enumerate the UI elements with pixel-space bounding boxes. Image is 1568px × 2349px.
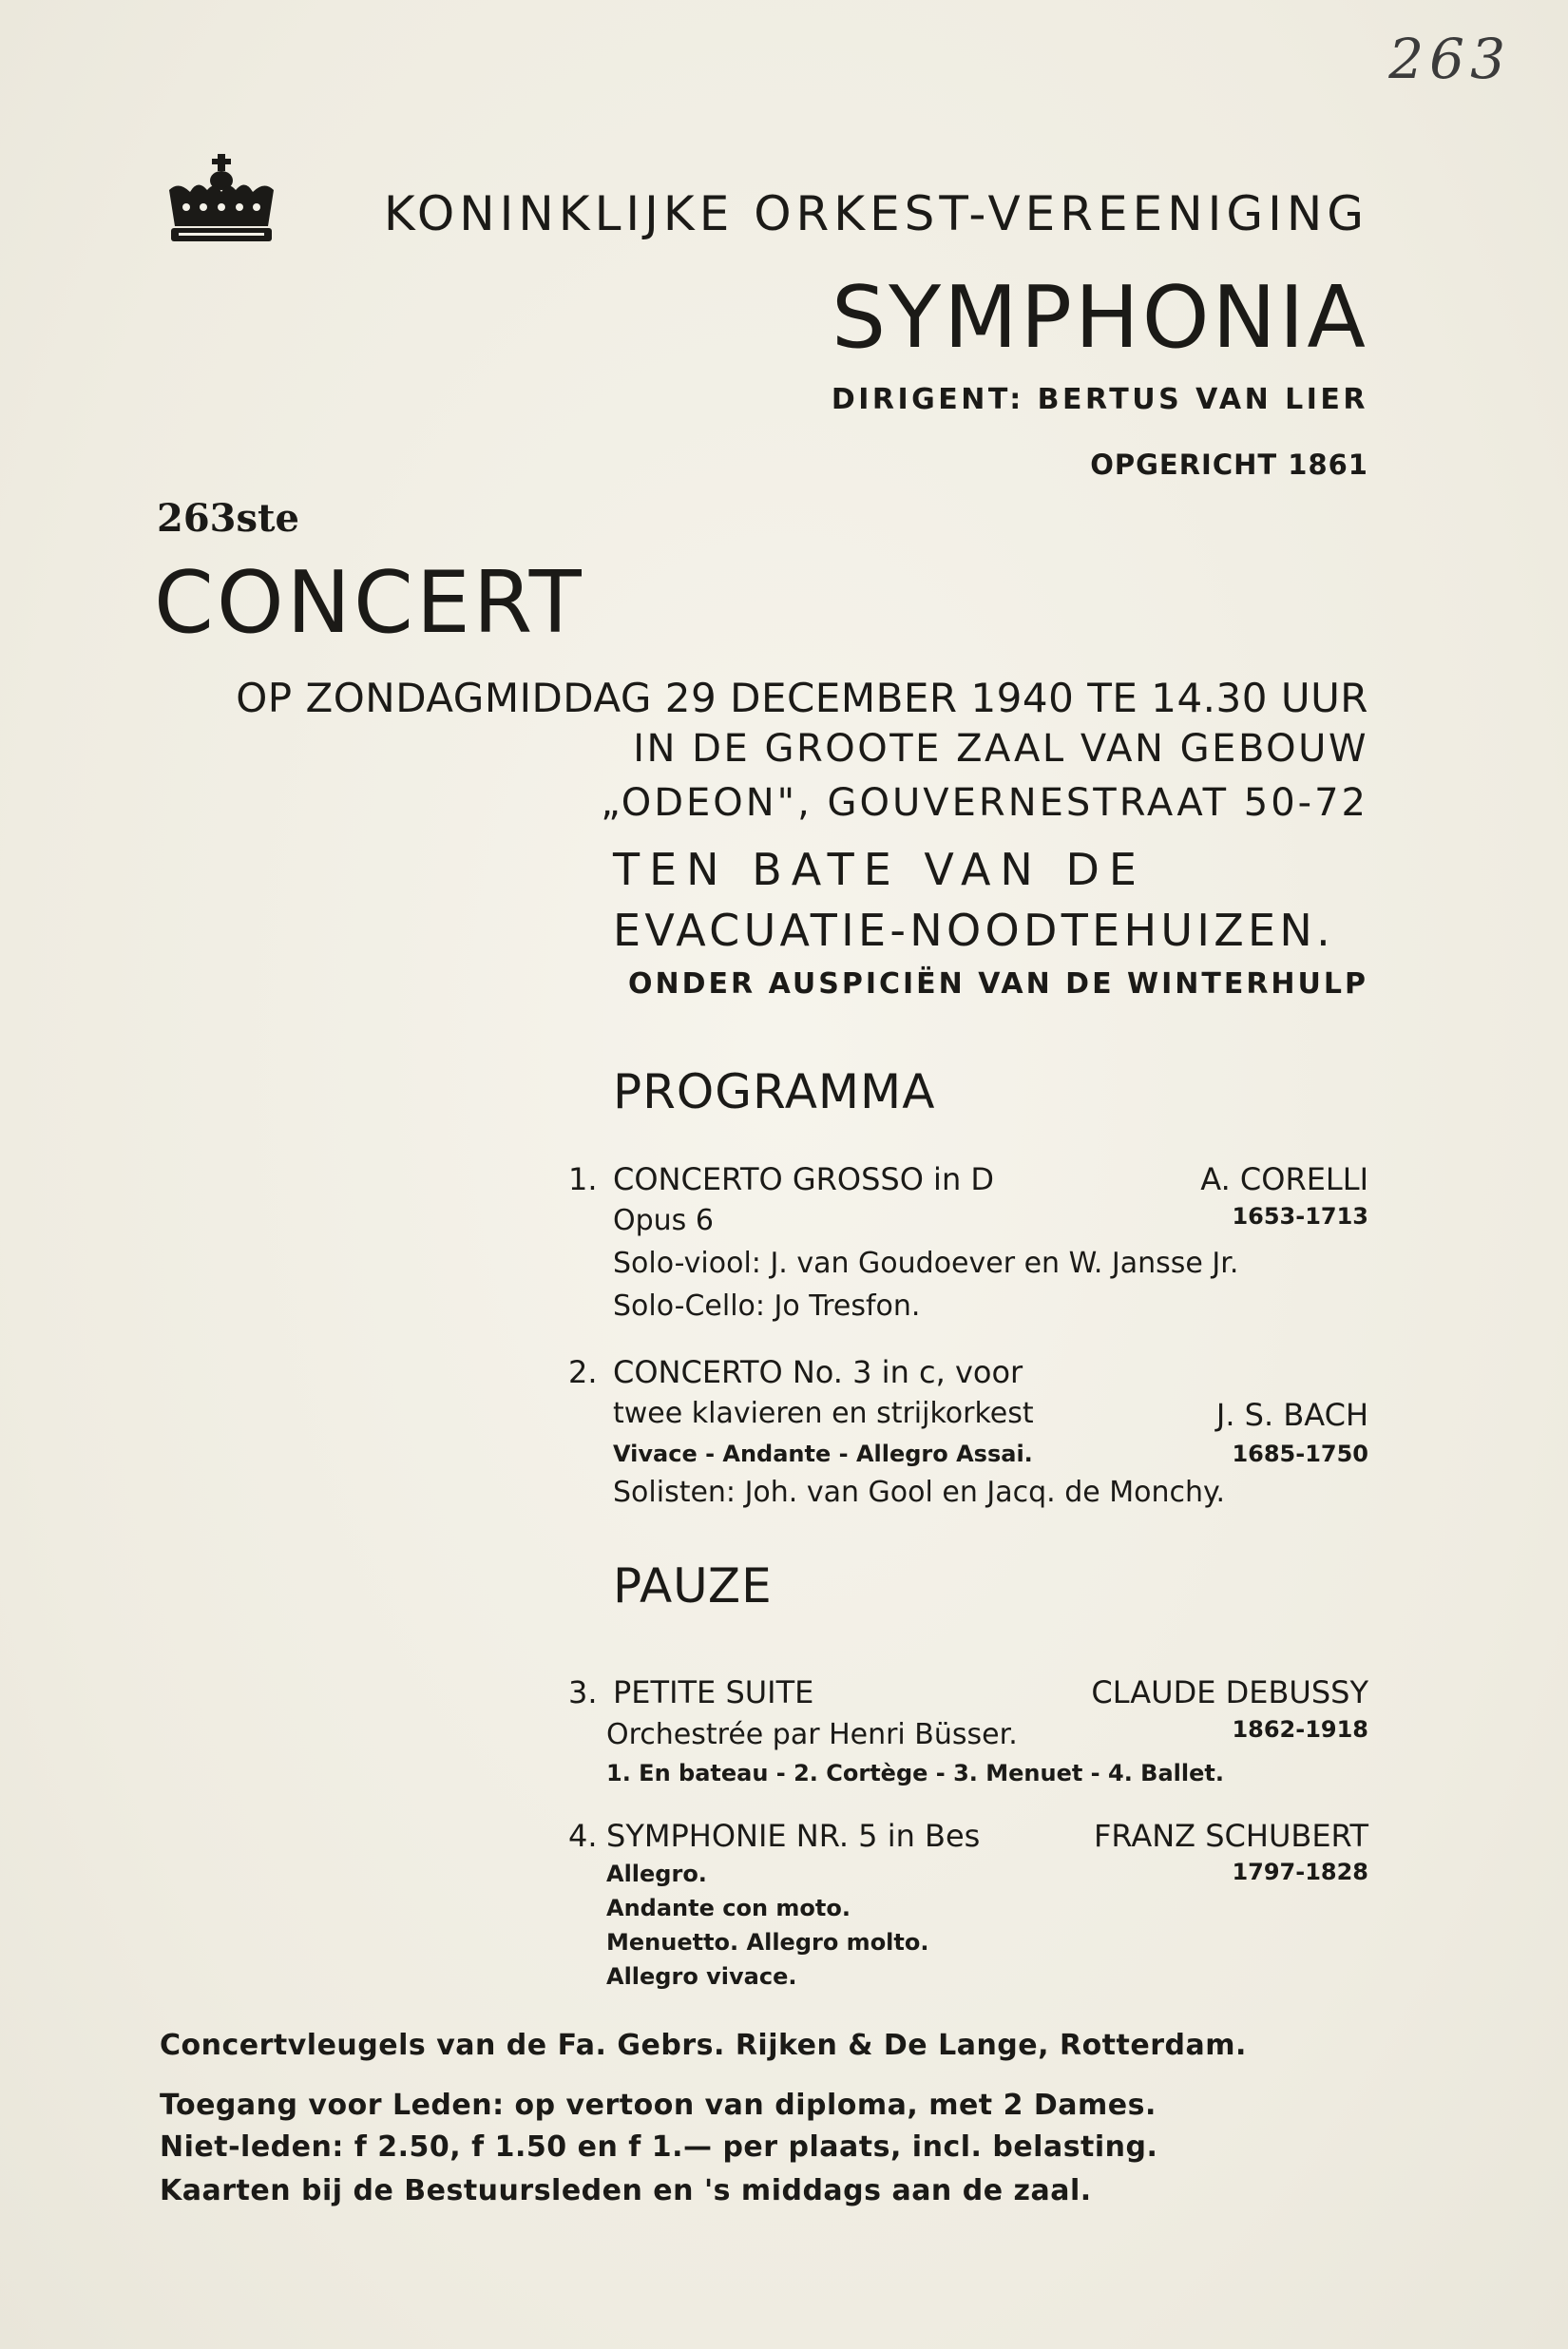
item-detail: Opus 6: [613, 1204, 714, 1237]
archive-number: 263: [1388, 27, 1511, 91]
benefit-line-2: EVACUATIE-NOODTEHUIZEN.: [613, 905, 1335, 956]
item-title: CONCERTO No. 3 in c, voor: [613, 1354, 1023, 1390]
concert-datetime: OP ZONDAGMIDDAG 29 DECEMBER 1940 TE 14.30 UUR: [236, 675, 1368, 721]
item-title: SYMPHONIE NR. 5 in Bes: [606, 1818, 981, 1854]
item-detail: twee klavieren en strijkorkest: [613, 1397, 1034, 1430]
item-detail: Allegro vivace.: [606, 1963, 797, 1990]
item-years: 1685-1750: [1232, 1441, 1368, 1467]
item-number: 2.: [568, 1354, 598, 1390]
item-years: 1653-1713: [1232, 1203, 1368, 1230]
crown-icon: [160, 152, 283, 247]
concert-number: 263ste: [157, 496, 299, 541]
venue-line-2: „ODEON", GOUVERNESTRAAT 50-72: [601, 781, 1368, 825]
benefit-line-1: TEN BATE VAN DE: [613, 844, 1146, 895]
item-number: 3.: [568, 1674, 598, 1710]
item-composer: A. CORELLI: [1200, 1161, 1368, 1197]
item-number: 4.: [568, 1818, 598, 1854]
auspices-line: ONDER AUSPICIËN VAN DE WINTERHULP: [628, 967, 1368, 1001]
item-number: 1.: [568, 1161, 598, 1197]
conductor-line: DIRIGENT: BERTUS VAN LIER: [831, 383, 1368, 416]
item-composer: J. S. BACH: [1215, 1397, 1368, 1433]
pause-heading: PAUZE: [613, 1558, 773, 1614]
venue-line-1: IN DE GROOTE ZAAL VAN GEBOUW: [633, 727, 1368, 771]
item-composer: FRANZ SCHUBERT: [1093, 1818, 1368, 1854]
item-detail: Allegro.: [606, 1861, 707, 1887]
item-detail: Solo-Cello: Jo Tresfon.: [613, 1289, 921, 1323]
footer-pianos: Concertvleugels van de Fa. Gebrs. Rijken & De Lange, Rotterdam.: [160, 2029, 1247, 2062]
item-composer: CLAUDE DEBUSSY: [1091, 1674, 1368, 1710]
concert-title: CONCERT: [154, 553, 584, 653]
item-years: 1797-1828: [1232, 1859, 1368, 1885]
item-detail: Orchestrée par Henri Büsser.: [606, 1718, 1018, 1751]
item-detail: Solo-viool: J. van Goudoever en W. Jansse Jr.: [613, 1247, 1239, 1280]
item-detail: Menuetto. Allegro molto.: [606, 1929, 929, 1956]
item-detail: Vivace - Andante - Allegro Assai.: [613, 1441, 1033, 1467]
item-title: CONCERTO GROSSO in D: [613, 1161, 995, 1197]
program-heading: PROGRAMMA: [613, 1064, 936, 1119]
footer-members: Toegang voor Leden: op vertoon van diploma, met 2 Dames.: [160, 2089, 1157, 2122]
item-detail: 1. En bateau - 2. Cortège - 3. Menuet - 4. Ballet.: [606, 1760, 1224, 1786]
item-detail: Solisten: Joh. van Gool en Jacq. de Monchy.: [613, 1476, 1226, 1509]
footer-non-members: Niet-leden: f 2.50, f 1.50 en f 1.— per plaats, incl. belasting.: [160, 2130, 1158, 2164]
item-years: 1862-1918: [1232, 1716, 1368, 1743]
founded-line: OPGERICHT 1861: [1090, 449, 1368, 481]
orchestra-name: SYMPHONIA: [832, 268, 1368, 368]
item-title: PETITE SUITE: [613, 1674, 814, 1710]
footer-tickets: Kaarten bij de Bestuursleden en 's middags aan de zaal.: [160, 2174, 1092, 2207]
item-detail: Andante con moto.: [606, 1895, 851, 1921]
society-name: KONINKLIJKE ORKEST-VEREENIGING: [383, 186, 1368, 241]
